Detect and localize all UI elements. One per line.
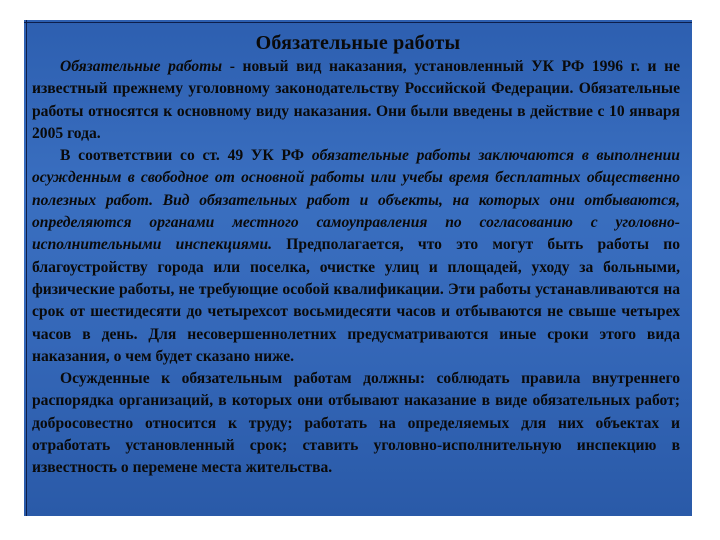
paragraph-2 (32, 145, 680, 368)
paragraph-2-text: Предполагается, что это могут быть работы по благоустройству города или поселка, очистке улиц и площадей, уходу за больными, физические работы, не требующие особой квалификации. Эти работы устанавливаются на срок от шестидесяти до четырехсот восьмидесяти часов и отбываются не свыше четырех часов в день. Для несовершеннолетних предусматриваются иные сроки этого вида наказания, о чем будет сказано ниже. (32, 236, 681, 365)
paragraph-3: Осужденные к обязательным работам должны: соблюдать правила внутреннего распорядка организаций, в которых они отбывают наказание в виде обязательных работ; добросовестно относится к труду; работать на определяемых для них объектах и отработать установленный срок; ставить уголовно-исполнительную инспекцию в известность о перемене места жительства. (32, 370, 680, 477)
slide-body (32, 56, 680, 480)
paragraph-2-italic: обязательные работы заключаются в выполнении осужденным в свободное от основной работы или учебы время бесплатных общественно полезных работ. Вид обязательных работ и объекты, на которых они отбываются, определяются органами местного самоуправления по согласованию с уголовно-исполнительными инспекциями. (32, 147, 680, 254)
left-border-line (26, 20, 27, 516)
paragraph-1-italic: Обязательные работы (60, 58, 223, 75)
paragraph-1-text: - новый вид наказания, установленный УК РФ 1996 г. и не известный прежнему уголовному законодательству Российской Федерации. Обязательные работы относятся к основному виду наказания. Они были введены в действие с 10 января 2005 года. (32, 58, 680, 142)
top-border-line (24, 22, 692, 23)
slide-title: Обязательные работы (255, 32, 461, 54)
paragraph-1 (32, 56, 680, 145)
slide (24, 20, 692, 516)
paragraph-2-lead: В соответствии со ст. 49 УК РФ (60, 147, 312, 165)
